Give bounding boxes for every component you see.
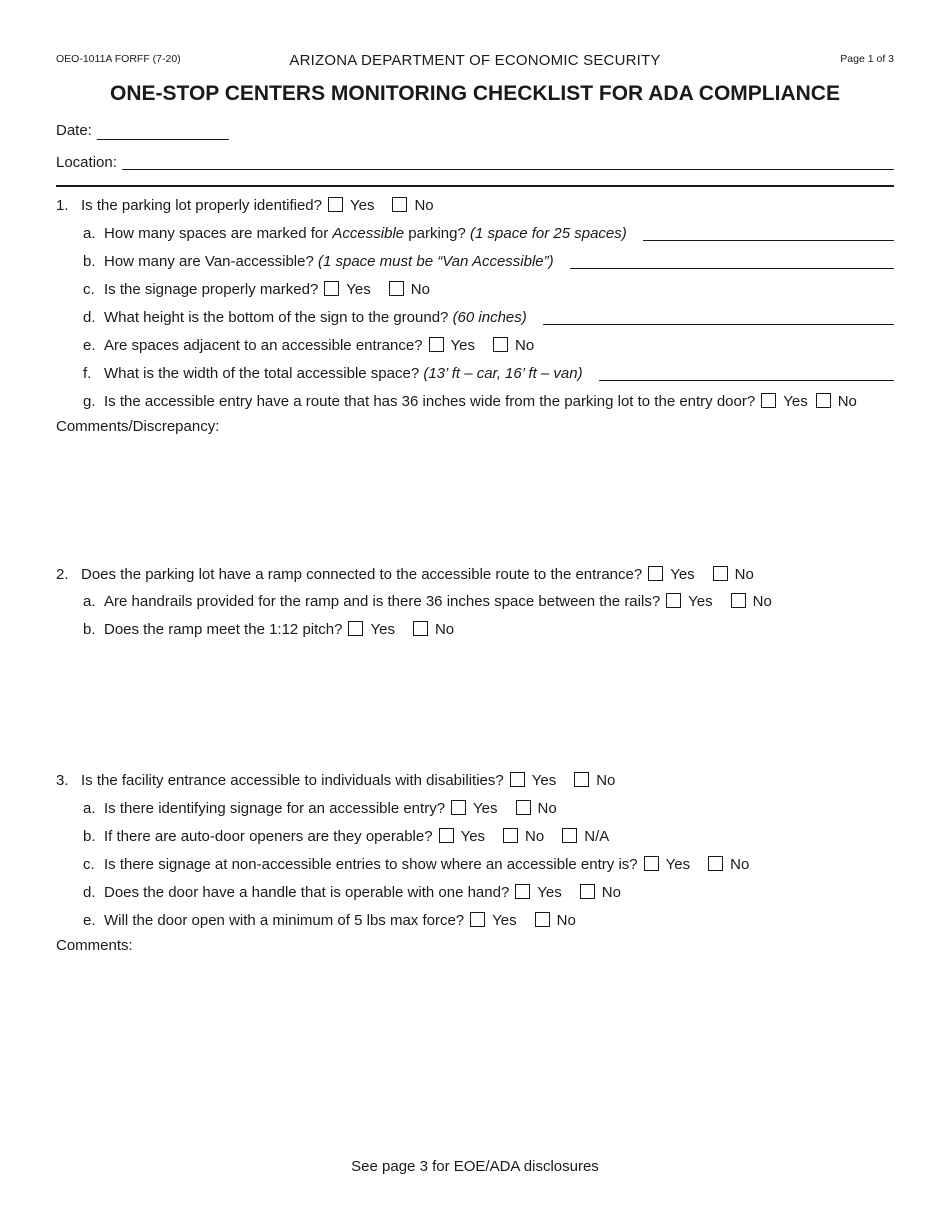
item-note: (60 inches) xyxy=(452,309,527,326)
comments-label-text: Comments: xyxy=(56,937,133,954)
question-3c xyxy=(56,856,894,874)
location-field[interactable] xyxy=(122,155,894,170)
yes-label: Yes xyxy=(688,593,713,610)
no-checkbox[interactable] xyxy=(580,884,595,899)
item-text: Does the ramp meet the 1:12 pitch? xyxy=(104,621,343,638)
item-note: (13’ ft – car, 16’ ft – van) xyxy=(423,365,583,382)
no-label: No xyxy=(556,912,576,929)
question-1a xyxy=(56,225,894,243)
yes-checkbox[interactable] xyxy=(328,197,343,212)
item-letter: c. xyxy=(83,856,95,873)
question-text: Is the parking lot properly identified? xyxy=(81,197,322,214)
item-letter: a. xyxy=(83,593,96,610)
question-1f xyxy=(56,365,894,383)
comments-label xyxy=(56,937,894,955)
yes-label: Yes xyxy=(450,337,476,354)
item-letter: c. xyxy=(83,281,95,298)
item-text: Are handrails provided for the ramp and is there 36 inches space between the rails? xyxy=(104,593,661,610)
no-checkbox[interactable] xyxy=(731,593,746,608)
yes-label: Yes xyxy=(492,912,517,929)
no-checkbox[interactable] xyxy=(713,566,728,581)
item-letter: a. xyxy=(83,800,96,817)
yes-checkbox[interactable] xyxy=(510,772,525,787)
date-field[interactable] xyxy=(97,124,229,140)
item-letter: b. xyxy=(83,621,96,638)
yes-label: Yes xyxy=(670,566,695,583)
item-letter: d. xyxy=(83,309,96,326)
yes-label: Yes xyxy=(346,281,371,298)
no-label: No xyxy=(515,337,535,354)
item-letter: a. xyxy=(83,225,96,242)
yes-label: Yes xyxy=(370,621,395,638)
yes-checkbox[interactable] xyxy=(348,621,363,636)
yes-label: Yes xyxy=(783,393,808,410)
no-label: No xyxy=(434,621,455,638)
form-id: OEO-1011A FORFF (7-20) xyxy=(56,53,181,65)
page-number: Page 1 of 3 xyxy=(840,53,894,65)
location-row xyxy=(56,154,894,172)
question-3d xyxy=(56,884,894,902)
agency-name: ARIZONA DEPARTMENT OF ECONOMIC SECURITY xyxy=(289,52,661,69)
no-label: No xyxy=(414,197,434,214)
yes-label: Yes xyxy=(665,856,691,873)
yes-checkbox[interactable] xyxy=(451,800,466,815)
question-3b xyxy=(56,828,894,846)
answer-line[interactable] xyxy=(643,226,894,241)
question-1e xyxy=(56,337,894,355)
no-label: No xyxy=(410,281,430,298)
na-label: N/A xyxy=(584,828,610,845)
yes-checkbox[interactable] xyxy=(439,828,454,843)
question-3 xyxy=(56,772,894,790)
no-checkbox[interactable] xyxy=(389,281,404,296)
item-letter: f. xyxy=(83,365,92,382)
question-1b xyxy=(56,253,894,271)
item-text: Will the door open with a minimum of 5 lbs max force? xyxy=(104,912,465,929)
item-text: Is there signage at non-accessible entries to show where an accessible entry is? xyxy=(104,856,638,873)
yes-checkbox[interactable] xyxy=(644,856,659,871)
yes-label: Yes xyxy=(460,828,486,845)
no-checkbox[interactable] xyxy=(493,337,508,352)
divider xyxy=(56,185,894,187)
yes-checkbox[interactable] xyxy=(648,566,663,581)
item-text: How many are Van-accessible? xyxy=(104,253,318,270)
yes-checkbox[interactable] xyxy=(429,337,444,352)
item-text: Does the door have a handle that is operable with one hand? xyxy=(104,884,510,901)
no-checkbox[interactable] xyxy=(708,856,723,871)
no-label: No xyxy=(601,884,621,901)
answer-line[interactable] xyxy=(570,254,894,269)
yes-label: Yes xyxy=(537,884,562,901)
no-checkbox[interactable] xyxy=(816,393,831,408)
question-2b xyxy=(56,621,894,639)
question-3a xyxy=(56,800,894,818)
page-title: ONE-STOP CENTERS MONITORING CHECKLIST FOR ADA COMPLIANCE xyxy=(110,82,840,105)
date-label: Date: xyxy=(56,122,92,139)
no-label: No xyxy=(525,828,545,845)
question-1d xyxy=(56,309,894,327)
date-row xyxy=(56,122,229,140)
item-note: (1 space for 25 spaces) xyxy=(470,225,627,242)
yes-label: Yes xyxy=(473,800,498,817)
item-text: Is the signage properly marked? xyxy=(104,281,319,298)
question-1 xyxy=(56,197,894,215)
answer-line[interactable] xyxy=(543,310,894,325)
question-number: 3. xyxy=(56,772,69,789)
item-text: Are spaces adjacent to an accessible entrance? xyxy=(104,337,423,354)
item-text: Is there identifying signage for an accessible entry? xyxy=(104,800,446,817)
item-letter: e. xyxy=(83,337,96,354)
yes-label: Yes xyxy=(349,197,375,214)
item-text: If there are auto-door openers are they operable? xyxy=(104,828,433,845)
item-letter: b. xyxy=(83,253,96,270)
item-text-italic: Accessible xyxy=(332,225,405,242)
no-label: No xyxy=(752,593,772,610)
no-label: No xyxy=(596,772,616,789)
no-checkbox[interactable] xyxy=(413,621,428,636)
no-checkbox[interactable] xyxy=(516,800,531,815)
item-letter: d. xyxy=(83,884,96,901)
question-2a xyxy=(56,593,894,611)
na-checkbox[interactable] xyxy=(562,828,577,843)
question-1c xyxy=(56,281,894,299)
item-letter: b. xyxy=(83,828,96,845)
footer-note: See page 3 for EOE/ADA disclosures xyxy=(351,1158,599,1175)
no-checkbox[interactable] xyxy=(574,772,589,787)
yes-label: Yes xyxy=(531,772,557,789)
item-text: How many spaces are marked for xyxy=(104,225,333,242)
no-label: No xyxy=(837,393,857,410)
item-letter: g. xyxy=(83,393,96,410)
yes-checkbox[interactable] xyxy=(470,912,485,927)
question-text: Is the facility entrance accessible to individuals with disabilities? xyxy=(81,772,504,789)
question-1g xyxy=(56,393,894,411)
question-text: Does the parking lot have a ramp connected to the accessible route to the entrance? xyxy=(81,566,643,583)
item-letter: e. xyxy=(83,912,96,929)
location-label: Location: xyxy=(56,154,117,171)
comments-label-text: Comments/Discrepancy: xyxy=(56,418,220,435)
yes-checkbox[interactable] xyxy=(666,593,681,608)
no-label: No xyxy=(730,856,750,873)
yes-checkbox[interactable] xyxy=(515,884,530,899)
item-note: (1 space must be “Van Accessible”) xyxy=(317,253,554,270)
yes-checkbox[interactable] xyxy=(761,393,776,408)
comments-label xyxy=(56,418,894,436)
item-text: Is the accessible entry have a route that has 36 inches wide from the parking lot to the entry door? xyxy=(104,393,756,410)
item-text: parking? xyxy=(404,225,470,242)
question-number: 1. xyxy=(56,197,69,214)
no-checkbox[interactable] xyxy=(503,828,518,843)
item-text: What height is the bottom of the sign to the ground? xyxy=(104,309,453,326)
no-checkbox[interactable] xyxy=(392,197,407,212)
answer-line[interactable] xyxy=(599,366,894,381)
question-number: 2. xyxy=(56,566,69,583)
yes-checkbox[interactable] xyxy=(324,281,339,296)
item-text: What is the width of the total accessible space? xyxy=(104,365,424,382)
no-checkbox[interactable] xyxy=(535,912,550,927)
question-2 xyxy=(56,566,894,584)
no-label: No xyxy=(537,800,557,817)
no-label: No xyxy=(734,566,754,583)
question-3e xyxy=(56,912,894,930)
